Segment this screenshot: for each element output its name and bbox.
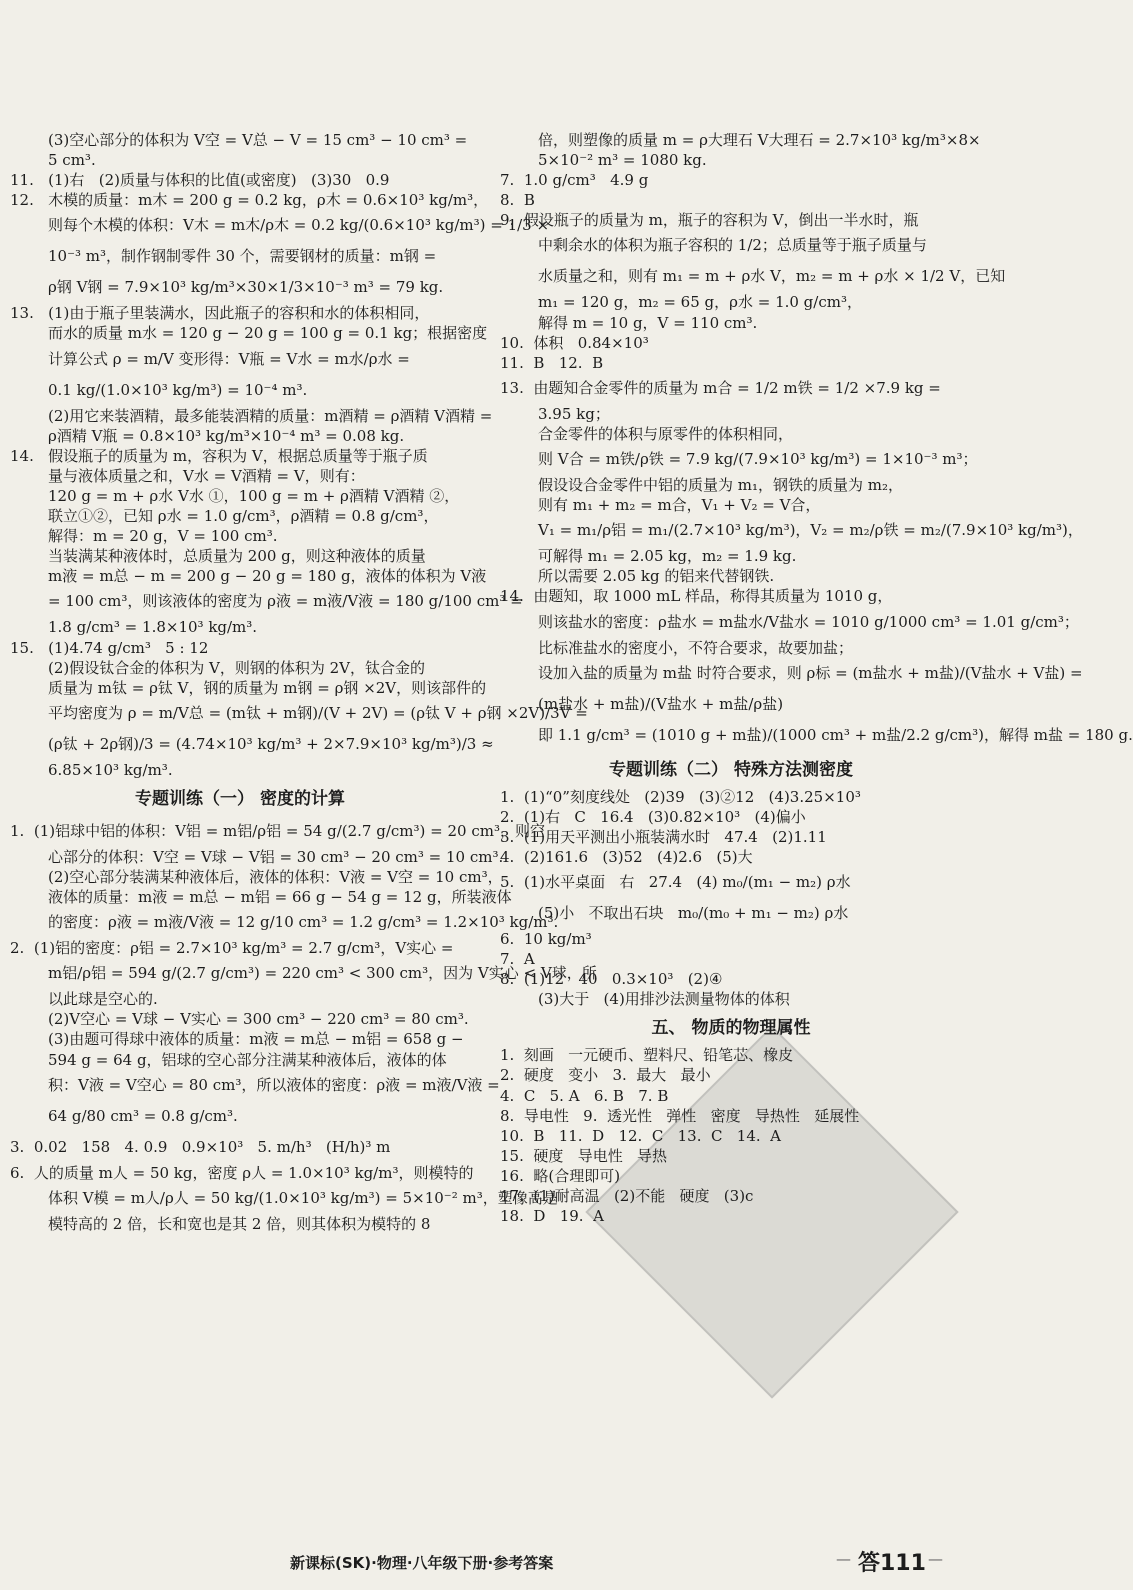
answer-line: (3)大于 (4)用排沙法测量物体的体积 (538, 990, 790, 1009)
answer-line: 设加入盐的质量为 m盐 时符合要求，则 ρ标 = (m盐水 + m盐)/(V盐水 + V盐) = (538, 663, 1083, 682)
section-heading: 五、 物质的物理属性 (651, 1018, 811, 1039)
answer-line: m液 = m总 − m = 200 g − 20 g = 180 g，液体的体积为 V液 (48, 567, 487, 586)
answer-line: (ρ钛 + 2ρ钢)/3 = (4.74×10³ kg/m³ + 2×7.9×10³ kg/m³)/3 ≈ (48, 734, 494, 753)
answer-line: 13. 由题知合金零件的质量为 m合 = 1/2 m铁 = 1/2 ×7.9 kg = (500, 378, 941, 397)
answer-line: 6.85×10³ kg/m³. (48, 760, 173, 779)
answer-line: 倍，则塑像的质量 m = ρ大理石 V大理石 = 2.7×10³ kg/m³×8× (538, 131, 981, 149)
answer-line: 以此球是空心的. (48, 990, 158, 1009)
answer-line: 解得：m = 20 g，V = 100 cm³. (48, 527, 278, 546)
answer-line: 而水的质量 m水 = 120 g − 20 g = 100 g = 0.1 kg；根据密度 (48, 324, 488, 343)
answer-line: 2. 硬度 变小 3. 最大 最小 (500, 1066, 711, 1085)
answer-line: 14. 假设瓶子的质量为 m，容积为 V，根据总质量等于瓶子质 (10, 446, 428, 465)
answer-line: = 100 cm³，则该液体的密度为 ρ液 = m液/V液 = 180 g/100 cm³ = (48, 592, 523, 611)
answer-line: 5×10⁻² m³ = 1080 kg. (538, 151, 707, 170)
answer-line: 8. (1)12 40 0.3×10³ (2)④ (500, 970, 723, 989)
answer-line: 则 V合 = m铁/ρ铁 = 7.9 kg/(7.9×10³ kg/m³) = 1×10⁻³ m³； (538, 450, 978, 469)
answer-line: 则该盐水的密度：ρ盐水 = m盐水/V盐水 = 1010 g/1000 cm³ = 1.01 g/cm³； (538, 612, 1079, 631)
answer-line: 17. (1)耐高温 (2)不能 硬度 (3)c (500, 1187, 754, 1205)
answer-line: 5. (1)水平桌面 右 27.4 (4) m₀/(m₁ − m₂) ρ水 (500, 872, 851, 891)
answer-line: 心部分的体积：V空 = V球 − V铝 = 30 cm³ − 20 cm³ = 10 cm³. (48, 847, 504, 866)
answer-line: 10⁻³ m³，制作钢制零件 30 个，需要钢材的质量：m钢 = (48, 247, 437, 266)
answer-line: 合金零件的体积与原零件的体积相同， (538, 424, 794, 443)
answer-line: 则每个木模的体积：V木 = m木/ρ木 = 0.2 kg/(0.6×10³ kg/m³) = 1/3 × (48, 216, 550, 235)
answer-line: 中剩余水的体积为瓶子容积的 1/2；总质量等于瓶子质量与 (538, 236, 927, 255)
answer-line: (2)假设钛合金的体积为 V，则钢的体积为 2V，钛合金的 (48, 658, 425, 677)
section-heading: 专题训练（二） 特殊方法测密度 (609, 759, 853, 780)
page-number: 答111 (858, 1551, 926, 1576)
answer-line: 6. 10 kg/m³ (500, 929, 592, 948)
answer-line: 8. B (500, 191, 535, 210)
answer-line: 16. 略(合理即可) (500, 1166, 621, 1185)
answer-line: 14. 由题知，取 1000 mL 样品，称得其质量为 1010 g， (500, 587, 893, 606)
answer-line: 比标准盐水的密度小，不符合要求，故要加盐； (538, 638, 854, 657)
answer-line: ρ酒精 V瓶 = 0.8×10³ kg/m³×10⁻⁴ m³ = 0.08 kg. (48, 426, 405, 445)
answer-line: 联立①②，已知 ρ水 = 1.0 g/cm³，ρ酒精 = 0.8 g/cm³， (48, 507, 439, 526)
answer-line: 120 g = m + ρ水 V水 ①，100 g = m + ρ酒精 V酒精 ②， (48, 486, 460, 505)
answer-line: 解得 m = 10 g，V = 110 cm³. (538, 313, 758, 332)
answer-line: 0.1 kg/(1.0×10³ kg/m³) = 10⁻⁴ m³. (48, 380, 308, 399)
answer-line: m₁ = 120 g，m₂ = 65 g，ρ水 = 1.0 g/cm³， (538, 293, 862, 312)
answer-line: 8. 导电性 9. 透光性 弹性 密度 导热性 延展性 (500, 1106, 860, 1125)
answer-line: 5 cm³. (48, 151, 96, 170)
answer-line: 7. A (500, 950, 535, 969)
answer-line: 13. (1)由于瓶子里装满水，因此瓶子的容积和水的体积相同， (10, 304, 430, 323)
section-heading: 专题训练（一） 密度的计算 (135, 788, 345, 809)
answer-line: 3. (1)用天平测出小瓶装满水时 47.4 (2)1.11 (500, 827, 827, 846)
answer-line: 15. 硬度 导电性 导热 (500, 1146, 668, 1165)
answer-line: 所以需要 2.05 kg 的铝来代替钢铁. (538, 567, 775, 586)
answer-line: 则有 m₁ + m₂ = m合，V₁ + V₂ = V合， (538, 496, 821, 515)
answer-line: 质量为 m钛 = ρ钛 V，钢的质量为 m钢 = ρ钢 ×2V，则该部件的 (48, 678, 487, 697)
answer-line: 当装满某种液体时，总质量为 200 g，则这种液体的质量 (48, 547, 426, 566)
answer-line: 量与液体质量之和，V水 = V酒精 = V，则有： (48, 466, 365, 485)
answer-line: 的密度：ρ液 = m液/V液 = 12 g/10 cm³ = 1.2 g/cm³ = 1.2×10³ kg/m³. (48, 913, 559, 932)
answer-line: 平均密度为 ρ = m/V总 = (m钛 + m钢)/(V + 2V) = (ρ钛 V + ρ钢 ×2V)/3V = (48, 703, 588, 722)
answer-line: (2)空心部分装满某种液体后，液体的体积：V液 = V空 = 10 cm³， (48, 867, 503, 886)
right-column (500, 130, 1133, 1226)
answer-line: 10. 体积 0.84×10³ (500, 333, 649, 352)
answer-line: m铝/ρ铝 = 594 g/(2.7 g/cm³) = 220 cm³ < 300 cm³，因为 V实心 < V球，所 (48, 964, 597, 983)
answer-line: 9. 假设瓶子的质量为 m，瓶子的容积为 V，倒出一半水时，瓶 (500, 211, 919, 230)
answer-line: 2. (1)右 C 16.4 (3)0.82×10³ (4)偏小 (500, 807, 806, 826)
page-footer (270, 1546, 970, 1576)
answer-line: 即 1.1 g/cm³ = (1010 g + m盐)/(1000 cm³ + m盐/2.2 g/cm³)，解得 m盐 = 180 g. (538, 725, 1133, 744)
answer-line: (5)小 不取出石块 m₀/(m₀ + m₁ − m₂) ρ水 (538, 903, 849, 922)
answer-line: V₁ = m₁/ρ铝 = m₁/(2.7×10³ kg/m³)，V₂ = m₂/ρ铁 = m₂/(7.9×10³ kg/m³)， (538, 521, 1083, 540)
answer-line: 6. 人的质量 m人 = 50 kg，密度 ρ人 = 1.0×10³ kg/m³，则模特的 (10, 1163, 474, 1182)
answer-line: 3.95 kg； (538, 404, 610, 423)
answer-line: 模特高的 2 倍，长和宽也是其 2 倍，则其体积为模特的 8 (48, 1214, 431, 1233)
answer-line: 1.8 g/cm³ = 1.8×10³ kg/m³. (48, 618, 258, 637)
answer-line: 1. (1)“0”刻度线处 (2)39 (3)②12 (4)3.25×10³ (500, 787, 861, 806)
answer-line: 可解得 m₁ = 2.05 kg，m₂ = 1.9 kg. (538, 547, 797, 566)
answer-line: 7. 1.0 g/cm³ 4.9 g (500, 171, 649, 190)
answer-line: 计算公式 ρ = m/V 变形得：V瓶 = V水 = m水/ρ水 = (48, 349, 410, 368)
answer-line: 11. (1)右 (2)质量与体积的比值(或密度) (3)30 0.9 (10, 171, 390, 190)
answer-line: 体积 V模 = m人/ρ人 = 50 kg/(1.0×10³ kg/m³) = 5×10⁻² m³，塑像高是 (48, 1188, 558, 1207)
footer-title: 新课标(SK)·物理·八年级下册·参考答案 (290, 1554, 554, 1572)
answer-line: 1. 刻画 一元硬币、塑料尺、铅笔芯、橡皮 (500, 1046, 794, 1065)
answer-line: 假设设合金零件中铝的质量为 m₁，钢铁的质量为 m₂， (538, 476, 904, 495)
answer-line: 3. 0.02 158 4. 0.9 0.9×10³ 5. m/h³ (H/h)³ m (10, 1137, 391, 1156)
answer-line: (2)V空心 = V球 − V实心 = 300 cm³ − 220 cm³ = 80 cm³. (48, 1010, 469, 1029)
answer-line: 积：V液 = V空心 = 80 cm³，所以液体的密度：ρ液 = m液/V液 = (48, 1075, 500, 1094)
answer-line: 594 g = 64 g，铝球的空心部分注满某种液体后，液体的体 (48, 1050, 447, 1069)
answer-line: (2)用它来装酒精，最多能装酒精的质量：m酒精 = ρ酒精 V酒精 = (48, 406, 493, 425)
answer-line: 液体的质量：m液 = m总 − m铝 = 66 g − 54 g = 12 g，所装液体 (48, 888, 512, 907)
answer-line: 水质量之和，则有 m₁ = m + ρ水 V，m₂ = m + ρ水 × 1/2 V，已知 (538, 267, 1006, 286)
answer-line: 10. B 11. D 12. C 13. C 14. A (500, 1126, 782, 1145)
answer-line: 15. (1)4.74 g/cm³ 5 : 12 (10, 638, 209, 657)
answer-line: ρ钢 V钢 = 7.9×10³ kg/m³×30×1/3×10⁻³ m³ = 79 kg. (48, 278, 444, 297)
answer-line: 64 g/80 cm³ = 0.8 g/cm³. (48, 1106, 238, 1125)
answer-line: 4. (2)161.6 (3)52 (4)2.6 (5)大 (500, 847, 753, 866)
answer-line: (3)由题可得球中液体的质量：m液 = m总 − m铝 = 658 g − (48, 1030, 464, 1049)
answer-line: 4. C 5. A 6. B 7. B (500, 1086, 669, 1105)
answer-line: 2. (1)铝的密度：ρ铝 = 2.7×10³ kg/m³ = 2.7 g/cm³，V实心 = (10, 939, 454, 958)
answer-line: 1. (1)铝球中铝的体积：V铝 = m铝/ρ铝 = 54 g/(2.7 g/cm³) = 20 cm³，则空 (10, 821, 545, 840)
answer-line: 11. B 12. B (500, 353, 604, 372)
answer-line: (m盐水 + m盐)/(V盐水 + m盐/ρ盐) (538, 694, 784, 713)
footer-dash-left: — (836, 1550, 851, 1568)
footer-dash-right: — (928, 1550, 943, 1568)
answer-line: 12. 木模的质量：m木 = 200 g = 0.2 kg，ρ木 = 0.6×10³ kg/m³， (10, 191, 489, 210)
answer-line: 18. D 19. A (500, 1207, 604, 1226)
answer-line: (3)空心部分的体积为 V空 = V总 − V = 15 cm³ − 10 cm³ = (48, 131, 468, 149)
